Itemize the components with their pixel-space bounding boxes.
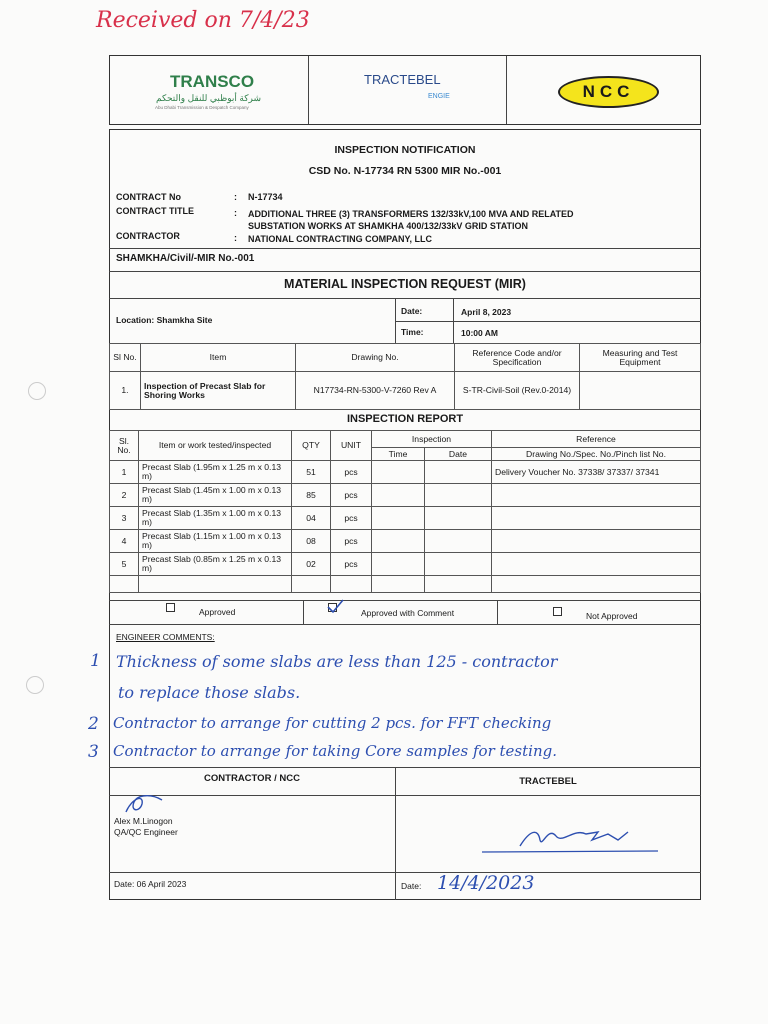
tractebel-signature [478,818,668,858]
comment-line-1: Thickness of some slabs are less than 125 - contractor [116,652,558,671]
row-no: 1 [110,461,139,484]
row-item: Precast Slab (1.45m x 1.00 m x 0.13 m) [139,484,292,507]
mir-reference: SHAMKHA/Civil/-MIR No.-001 [116,253,255,264]
ncc-logo [558,76,659,108]
mir-date: April 8, 2023 [461,307,512,317]
tractebel-date: 14/4/2023 [437,872,535,894]
logo-header [109,55,701,125]
approved-checkbox[interactable] [166,603,175,612]
received-note: Received on 7/4/23 [96,8,310,33]
colon-2: : [234,208,237,218]
mir-row-reference: S-TR-Civil-Soil (Rev.0-2014) [455,372,580,410]
tractebel-heading: TRACTEBEL [519,776,577,787]
row-unit: pcs [331,553,372,576]
ncc-logo-text: NCC [582,82,635,101]
mir-time: 10:00 AM [461,328,499,338]
table-row [110,530,701,553]
mir-header-reference: Reference Code and/or Specification [455,344,580,372]
inspection-report-table [109,430,701,593]
row-no: 2 [110,484,139,507]
transco-tagline: Abu Dhabi Transmission & Despatch Company [155,105,249,110]
colon-3: : [234,233,237,243]
transco-logo: TRANSCO [170,72,255,91]
table-row [110,461,701,484]
report-header-reference: Reference [492,431,701,448]
table-row [110,553,701,576]
comment-num-2: 2 [88,714,99,734]
row-qty: 85 [292,484,331,507]
row-unit: pcs [331,484,372,507]
contract-title-line-1: ADDITIONAL THREE (3) TRANSFORMERS 132/33kV,100 MVA AND RELATED [248,209,574,219]
comment-line-2: Contractor to arrange for cutting 2 pcs. for FFT checking [113,714,552,732]
contractor-name: NATIONAL CONTRACTING COMPANY, LLC [248,234,432,244]
row-no: 3 [110,507,139,530]
row-reference: Delivery Voucher No. 37338/ 37337/ 37341 [492,461,701,484]
row-no: 5 [110,553,139,576]
contractor-heading: CONTRACTOR / NCC [204,773,300,784]
row-reference [492,553,701,576]
report-header-inspection: Inspection [372,431,492,448]
contract-no: N-17734 [248,192,283,202]
report-title: INSPECTION REPORT [346,413,464,425]
contractor-date: Date: 06 April 2023 [114,879,187,889]
colon-1: : [234,192,237,202]
row-item: Precast Slab (1.15m x 1.00 m x 0.13 m) [139,530,292,553]
signatory-name: Alex M.Linogon [114,816,173,826]
mir-header-item: Item [141,344,296,372]
mir-header-drawing: Drawing No. [296,344,455,372]
report-header-item: Item or work tested/inspected [139,431,292,461]
signatory-role: QA/QC Engineer [114,827,178,837]
csd-number: CSD No. N-17734 RN 5300 MIR No.-001 [308,165,502,177]
tractebel-logo: TRACTEBEL [364,72,441,87]
row-qty: 02 [292,553,331,576]
time-label: Time: [401,327,424,337]
row-qty: 08 [292,530,331,553]
mir-title: MATERIAL INSPECTION REQUEST (MIR) [284,277,526,291]
contract-title-label: CONTRACT TITLE [116,206,194,216]
contract-no-label: CONTRACT No [116,192,181,202]
punch-hole [28,382,46,400]
report-header-sl: Sl. No. [110,431,139,461]
report-header-qty: QTY [292,431,331,461]
row-unit: pcs [331,530,372,553]
mir-header-sl: Sl No. [110,344,141,372]
location: Location: Shamkha Site [116,315,213,325]
row-reference [492,530,701,553]
comment-num-1: 1 [90,651,101,671]
report-header-date: Date [425,448,492,461]
punch-hole [26,676,44,694]
mir-item-table [109,343,701,410]
approved-label: Approved [199,607,236,617]
tractebel-date-label: Date: [401,881,422,891]
row-unit: pcs [331,507,372,530]
row-item: Precast Slab (1.35m x 1.00 m x 0.13 m) [139,507,292,530]
comment-line-3: Contractor to arrange for taking Core samples for testing. [113,742,557,760]
row-no: 4 [110,530,139,553]
row-reference [492,507,701,530]
notification-title: INSPECTION NOTIFICATION [334,144,476,156]
date-label: Date: [401,306,423,316]
report-header-unit: UNIT [331,431,372,461]
row-unit: pcs [331,461,372,484]
checkmark-icon [325,598,345,614]
row-item: Precast Slab (1.95m x 1.25 m x 0.13 m) [139,461,292,484]
mir-row-no: 1. [110,372,141,410]
row-item: Precast Slab (0.85m x 1.25 m x 0.13 m) [139,553,292,576]
comment-line-1b: to replace those slabs. [118,683,301,702]
report-header-ref-sub: Drawing No./Spec. No./Pinch list No. [492,448,701,461]
approved-with-comment-label: Approved with Comment [361,608,455,618]
not-approved-label: Not Approved [586,611,638,621]
mir-row-equipment [580,372,701,410]
contract-title-line-2: SUBSTATION WORKS AT SHAMKHA 400/132/33kV GRID STATION [248,221,529,231]
mir-header-equipment: Measuring and Test Equipment [580,344,701,372]
row-reference [492,484,701,507]
table-row [110,507,701,530]
not-approved-checkbox[interactable] [553,607,562,616]
mir-row-item: Inspection of Precast Slab for Shoring Works [141,372,296,410]
report-header-time: Time [372,448,425,461]
table-row [110,484,701,507]
engie-logo: ENGIE [428,93,450,100]
mir-row-drawing: N17734-RN-5300-V-7260 Rev A [296,372,455,410]
row-qty: 04 [292,507,331,530]
row-qty: 51 [292,461,331,484]
transco-arabic: شركة أبوظبي للنقل والتحكم [156,93,262,103]
comment-num-3: 3 [88,742,99,762]
contractor-signature [122,790,167,818]
engineer-comments-label: ENGINEER COMMENTS: [116,632,215,642]
contractor-label: CONTRACTOR [116,231,180,241]
